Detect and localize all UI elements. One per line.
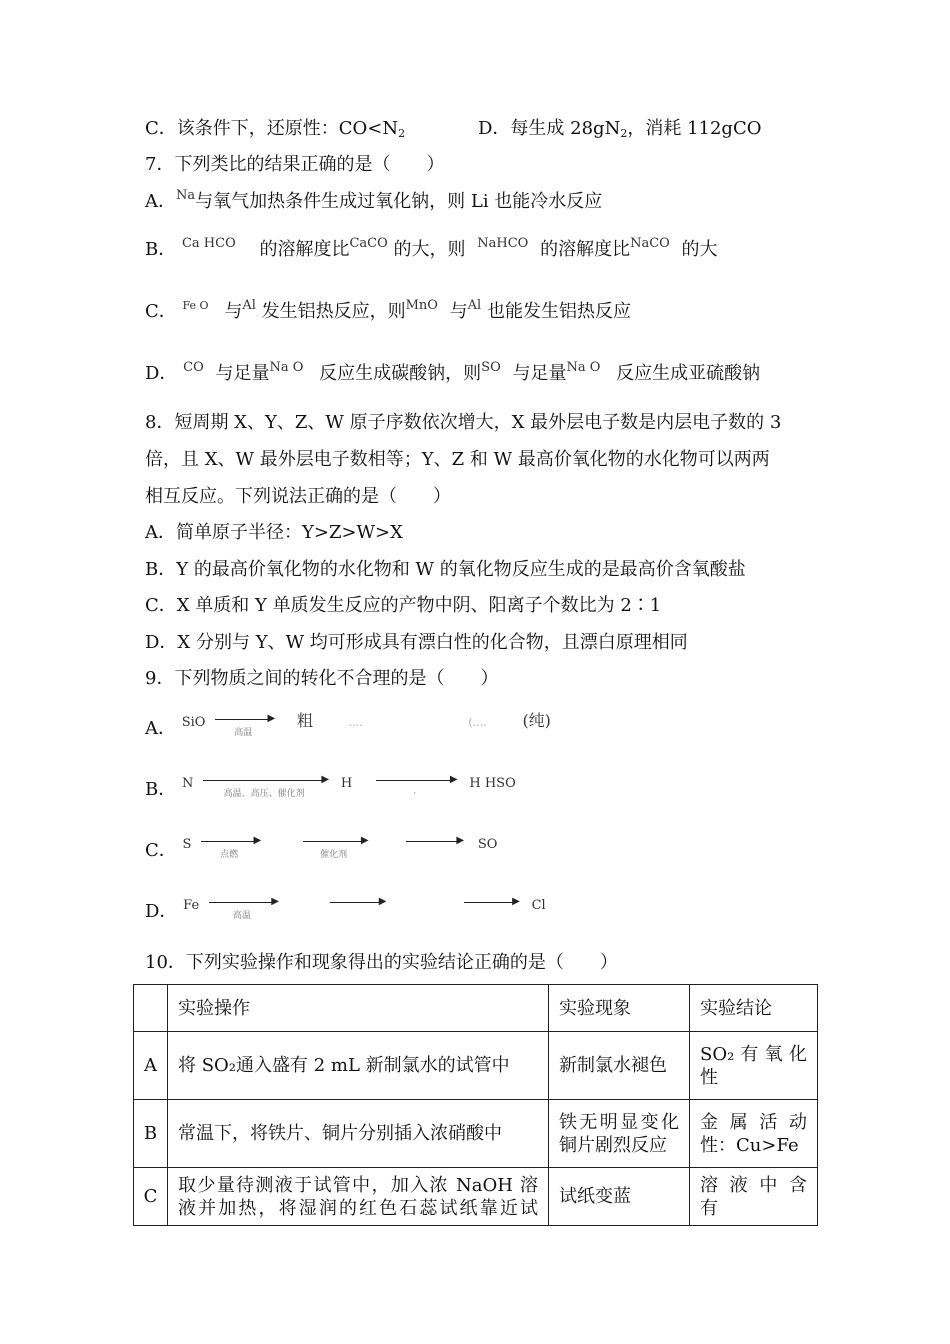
formula-fragment: SO bbox=[477, 837, 498, 852]
row-conclusion: SO₂ 有 氧 化 性 bbox=[690, 1032, 818, 1100]
reaction-arrow: ▶ 点燃 bbox=[201, 841, 257, 842]
reaction-arrow: ▶ 催化剂 bbox=[303, 841, 365, 842]
formula-fragment: Ca HCO bbox=[181, 236, 236, 251]
q10-stem: 10．下列实验操作和现象得出的实验结论正确的是（ ） bbox=[145, 952, 618, 973]
table-header-cell: 实验操作 bbox=[168, 985, 549, 1032]
formula-fragment: SO bbox=[481, 360, 501, 375]
formula-fragment: Al bbox=[467, 298, 482, 313]
formula-fragment: CaCO bbox=[349, 236, 388, 251]
formula-fragment: Al bbox=[242, 298, 256, 313]
formula-fragment: S bbox=[182, 837, 192, 852]
reaction-arrow: ▶ bbox=[330, 902, 382, 903]
row-operation: 取少量待测液于试管中，加入浓 NaOH 溶 液并加热，将湿润的红色石蕊试纸靠近试 bbox=[168, 1168, 549, 1226]
reaction-arrow: ▶ 高温、高压、催化剂 bbox=[203, 780, 325, 781]
q7-option-c: C． $^{Fe O}$ 与$^{Al}$ 发生铝热反应，则$^{MnO}$ 与$^{Al}$ 也能发生铝热反应 bbox=[145, 298, 631, 322]
q8-stem-line2: 倍，且 X、W 最外层电子数相等；Y、Z 和 W 最高价氧化物的水化物可以两两 bbox=[145, 449, 770, 470]
q9-option-a: A． $^{SiO}$ ▶ 高温 粗 .... (.... (纯) bbox=[145, 711, 551, 739]
row-conclusion: 溶 液 中 含 有 bbox=[690, 1168, 818, 1226]
q8-stem-line3: 相互反应。下列说法正确的是（ ） bbox=[145, 486, 451, 507]
formula-fragment: MnO bbox=[405, 298, 438, 313]
formula-fragment: Na O bbox=[269, 360, 304, 375]
table-header-cell: 实验结论 bbox=[690, 985, 818, 1032]
formula-fragment: Na bbox=[176, 188, 196, 203]
table-row bbox=[134, 1168, 818, 1226]
formula-fragment: Fe O bbox=[182, 299, 209, 312]
table-row bbox=[134, 1032, 818, 1100]
formula-fragment: H HSO bbox=[469, 776, 516, 791]
q7-stem: 7．下列类比的结果正确的是（ ） bbox=[145, 154, 445, 175]
formula-fragment: SiO bbox=[181, 715, 206, 730]
row-operation: 将 SO₂通入盛有 2 mL 新制氯水的试管中 bbox=[168, 1032, 549, 1100]
q6-option-d: D．每生成 $28gN_2$，消耗 112gCO bbox=[478, 118, 762, 140]
q7-option-a: A．$^{Na}$与氧气加热条件生成过氧化钠，则 Li 也能冷水反应 bbox=[145, 188, 603, 212]
table-row bbox=[134, 1100, 818, 1168]
q9-option-b: B． $^N$ ▶ 高温、高压、催化剂 $^H$ ▶ · $^{H HSO}$ bbox=[145, 773, 516, 800]
row-id: B bbox=[134, 1100, 168, 1168]
table-header-cell: 实验现象 bbox=[549, 985, 690, 1032]
q6-option-c: C．该条件下，还原性：$CO<N_2$ bbox=[145, 118, 406, 140]
row-phenomenon: 新制氯水褪色 bbox=[549, 1032, 690, 1100]
reaction-arrow: ▶ bbox=[464, 902, 516, 903]
row-conclusion: 金 属 活 动 性：Cu>Fe bbox=[690, 1100, 818, 1168]
row-operation: 常温下，将铁片、铜片分别插入浓硝酸中 bbox=[168, 1100, 549, 1168]
q9-option-d: D． $^{Fe}$ ▶ 高温 ▶ ▶ $^{Cl}$ bbox=[145, 895, 546, 922]
q8-option-d: D．X 分别与 Y、W 均可形成具有漂白性的化合物，且漂白原理相同 bbox=[145, 632, 688, 653]
table-header-row bbox=[134, 985, 818, 1032]
row-id: C bbox=[134, 1168, 168, 1226]
reaction-arrow: ▶ bbox=[406, 841, 460, 842]
formula-fragment: NaHCO bbox=[477, 236, 529, 251]
formula-fragment: H bbox=[340, 776, 353, 791]
reaction-arrow: ▶ · bbox=[376, 780, 454, 781]
row-phenomenon: 铁无明显变化 铜片剧烈反应 bbox=[549, 1100, 690, 1168]
reaction-arrow: ▶ 高温 bbox=[215, 719, 271, 720]
reaction-arrow: ▶ 高温 bbox=[209, 902, 275, 903]
q8-option-c: C．X 单质和 Y 单质发生反应的产物中阴、阳离子个数比为 2∶1 bbox=[145, 595, 662, 616]
formula-fragment: N bbox=[181, 776, 194, 791]
experiment-table bbox=[133, 984, 818, 1226]
table-header-cell bbox=[134, 985, 168, 1032]
formula-fragment: Fe bbox=[183, 898, 200, 913]
q8-option-a: A．简单原子半径：Y>Z>W>X bbox=[145, 522, 403, 543]
formula-fragment: CO bbox=[183, 360, 204, 375]
formula-fragment: NaCO bbox=[630, 236, 670, 251]
q9-stem: 9．下列物质之间的转化不合理的是（ ） bbox=[145, 668, 499, 689]
formula-fragment: Na O bbox=[566, 360, 601, 375]
row-id: A bbox=[134, 1032, 168, 1100]
row-phenomenon: 试纸变蓝 bbox=[549, 1168, 690, 1226]
q8-stem-line1: 8．短周期 X、Y、Z、W 原子序数依次增大，X 最外层电子数是内层电子数的 3 bbox=[145, 412, 782, 433]
q7-option-d: D． $^{CO}$ 与足量$^{Na O}$ 反应生成碳酸钠，则$^{SO}$ 与足量$^{Na O}$ 反应生成亚硫酸钠 bbox=[145, 360, 761, 384]
q7-option-b: B． $^{Ca HCO}$ 的溶解度比$^{CaCO}$ 的大，则 $^{NaHCO}$ 的溶解度比$^{NaCO}$ 的大 bbox=[145, 236, 718, 260]
q8-option-b: B．Y 的最高价氧化物的水化物和 W 的氧化物反应生成的是最高价含氧酸盐 bbox=[145, 559, 746, 580]
formula-fragment: Cl bbox=[531, 898, 546, 913]
q9-option-c: C． $^S$ ▶ 点燃 ▶ 催化剂 ▶ $^{SO}$ bbox=[145, 834, 498, 861]
